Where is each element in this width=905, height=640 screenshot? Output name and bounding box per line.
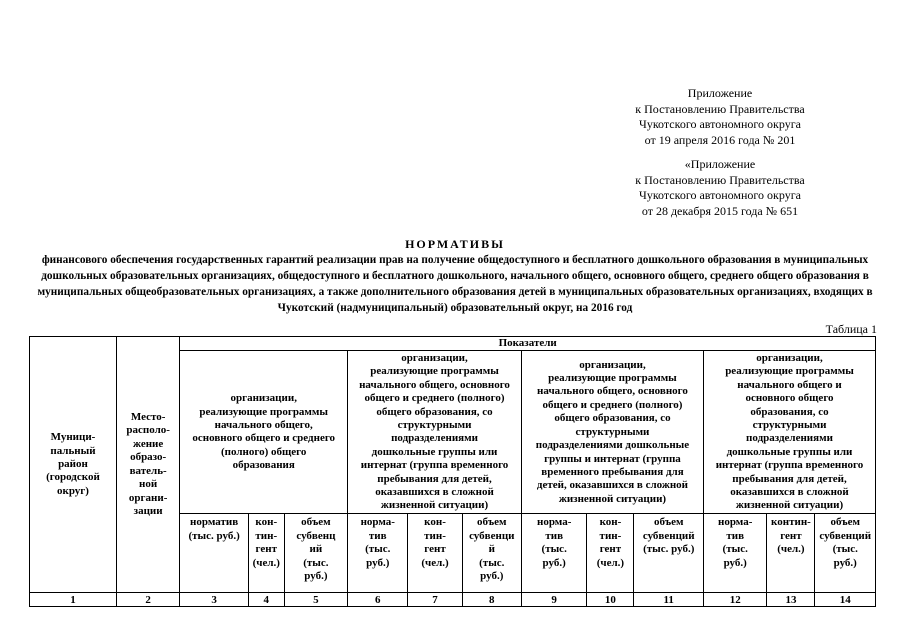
table-header-row — [30, 337, 876, 351]
col-header-indicators: Показатели — [180, 337, 876, 351]
column-number: 5 — [284, 593, 347, 607]
appendix-line: от 19 апреля 2016 года № 201 — [644, 132, 796, 147]
group-header-1: организации, реализующие программы начального общего, основного общего и среднего (полного) общего образования — [180, 351, 348, 514]
sub-header-subvention: объем субвенц ий (тыс. руб.) — [284, 514, 347, 593]
col-header-district: Муници- пальный район (городской округ) — [30, 337, 117, 593]
appendix-line: к Постановлению Правительства — [635, 172, 805, 187]
appendix-previous-header — [555, 157, 885, 219]
table-column-number-row — [30, 593, 876, 607]
sub-header-contingent: контин- гент (чел.) — [767, 514, 815, 593]
appendix-line: Приложение — [687, 86, 753, 100]
col-header-location: Место- располо- жение образо- ватель- ной органи- зации — [116, 337, 179, 593]
table-label: Таблица 1 — [825, 322, 877, 336]
document-subtitle: финансового обеспечения государственных гарантий реализации прав на получение общедоступного и бесплатного дошкольного образования в муниципальных дошкольных образовательных организациях, общедоступного и бесплатного дошкольного, начального общего, основного общего, среднего общего образования в муниципальных общеобразовательных организациях, а также дополнительного образования детей в муниципальных образовательных организациях, входящих в Чукотский (надмуниципальный) образовательный округ, на 2016 год — [37, 254, 873, 314]
sub-header-contingent: кон- тин- гент (чел.) — [408, 514, 462, 593]
column-number: 10 — [587, 593, 634, 607]
group-header-3: организации, реализующие программы начального общего, основного общего и среднего (полного) общего образования, со структурными подразделениями дошкольные группы и интернат (группа временного пребывания для детей, оказавшихся в сложной жизненной ситуации) — [521, 351, 703, 514]
column-number: 1 — [30, 593, 117, 607]
sub-header-subvention: объем субвенци й (тыс. руб.) — [462, 514, 521, 593]
column-number: 6 — [348, 593, 408, 607]
appendix-line: Чукотского автономного округа — [639, 188, 801, 202]
column-number: 3 — [180, 593, 249, 607]
column-number: 2 — [116, 593, 179, 607]
normatives-table — [29, 336, 876, 607]
appendix-line: от 28 декабря 2015 года № 651 — [641, 203, 799, 218]
column-number: 4 — [248, 593, 284, 607]
sub-header-normative: норматив (тыс. руб.) — [180, 514, 249, 593]
group-header-4: организации, реализующие программы начального общего и основного общего образования, со структурными подразделениями дошкольные группы или интернат (группа временного пребывания для детей, оказавшихся в сложной жизненной ситуации) — [704, 351, 876, 514]
sub-header-normative: норма- тив (тыс. руб.) — [704, 514, 767, 593]
column-number: 14 — [815, 593, 876, 607]
column-number: 8 — [462, 593, 521, 607]
sub-header-subvention: объем субвенций (тыс. руб.) — [815, 514, 876, 593]
appendix-line: «Приложение — [684, 157, 756, 171]
appendix-header — [555, 86, 885, 148]
sub-header-contingent: кон- тин- гент (чел.) — [587, 514, 634, 593]
document-title: НОРМАТИВЫ — [405, 237, 505, 251]
appendix-line: Чукотского автономного округа — [639, 117, 801, 131]
column-number: 11 — [634, 593, 704, 607]
sub-header-normative: норма- тив (тыс. руб.) — [348, 514, 408, 593]
column-number: 7 — [408, 593, 462, 607]
column-number: 13 — [767, 593, 815, 607]
appendix-line: к Постановлению Правительства — [635, 101, 805, 116]
sub-header-normative: норма- тив (тыс. руб.) — [521, 514, 586, 593]
sub-header-contingent: кон- тин- гент (чел.) — [248, 514, 284, 593]
column-number: 9 — [521, 593, 586, 607]
group-header-2: организации, реализующие программы начального общего, основного общего и среднего (полного) общего образования, со структурными подразделениями дошкольные группы или интернат (группа временного пребывания для детей, оказавшихся в сложной жизненной ситуации) — [348, 351, 522, 514]
column-number: 12 — [704, 593, 767, 607]
sub-header-subvention: объем субвенций (тыс. руб.) — [634, 514, 704, 593]
